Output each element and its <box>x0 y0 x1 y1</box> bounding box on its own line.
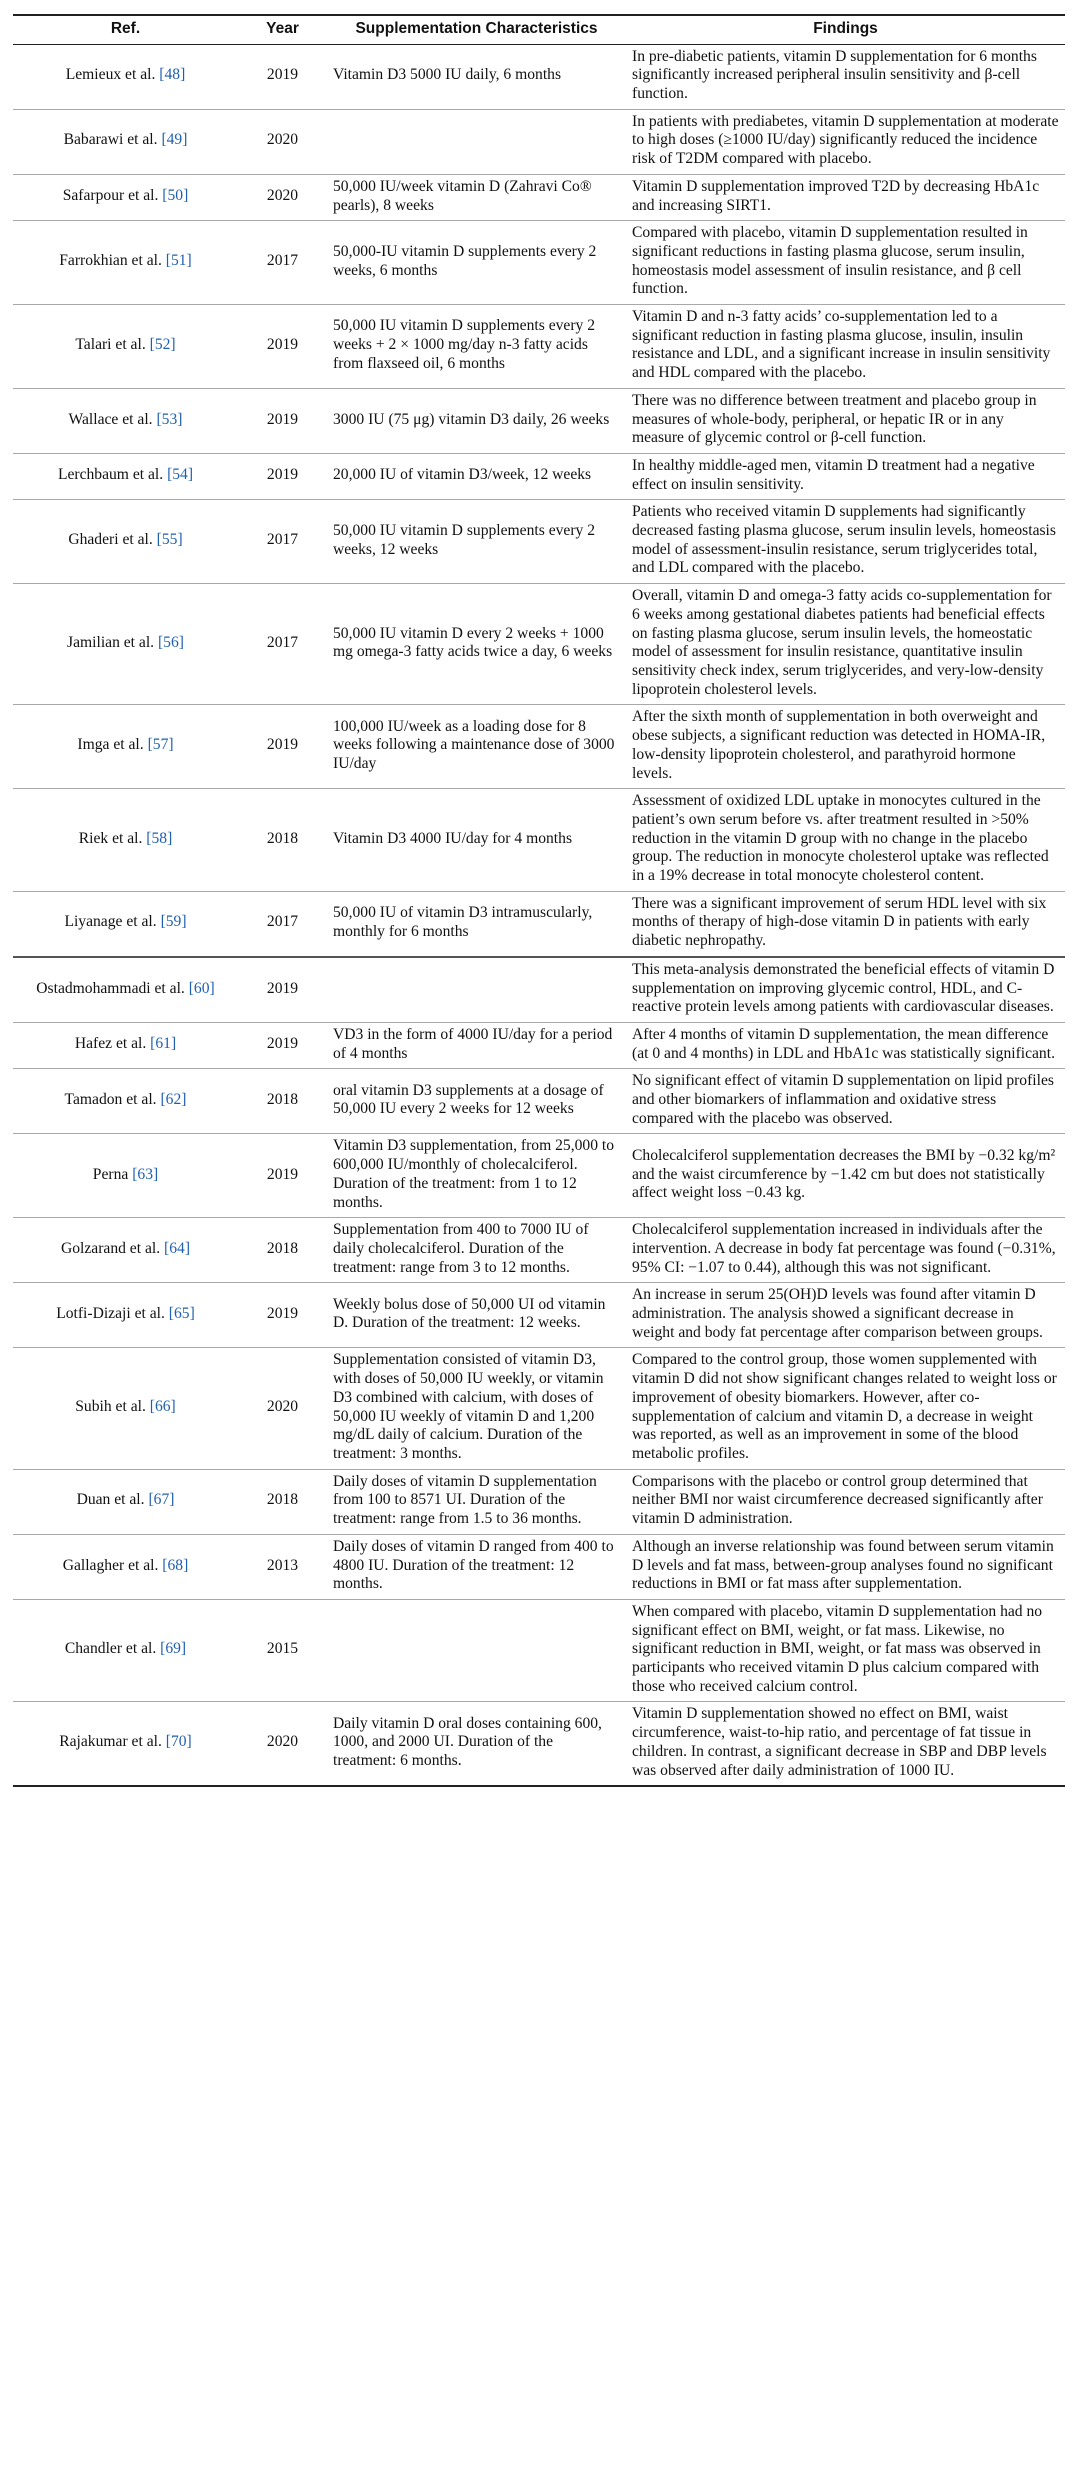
year-cell: 2017 <box>238 221 327 305</box>
year-cell: 2019 <box>238 1283 327 1348</box>
citation-link[interactable]: [62] <box>160 1091 187 1109</box>
findings-cell: Patients who received vitamin D supplements had significantly decreased fasting plasma glucose, serum insulin levels, homeostasis model of assessment-insulin resistance, serum triglycerides total, and LDL compared with the placebo. <box>626 500 1065 584</box>
table-row <box>13 1069 1065 1134</box>
ref-cell <box>13 1283 238 1348</box>
citation-link[interactable]: [56] <box>157 633 184 651</box>
findings-cell: There was no difference between treatment and placebo group in measures of whole-body, peripheral, or hepatic IR or in any measure of glycemic control or β-cell function. <box>626 388 1065 453</box>
year-cell: 2018 <box>238 1218 327 1283</box>
supplementation-cell: oral vitamin D3 supplements at a dosage of 50,000 IU every 2 weeks for 12 weeks <box>327 1069 626 1134</box>
ref-cell <box>13 1534 238 1599</box>
findings-cell: After 4 months of vitamin D supplementation, the mean difference (at 0 and 4 months) in LDL and HbA1c was statistically significant. <box>626 1022 1065 1068</box>
table-row <box>13 305 1065 389</box>
citation-link[interactable]: [50] <box>162 187 189 205</box>
citation-link[interactable]: [53] <box>156 410 183 428</box>
table-row <box>13 1218 1065 1283</box>
author-name: Hafez et al. <box>74 1035 147 1053</box>
author-name: Gallagher et al. <box>62 1556 159 1574</box>
ref-cell <box>13 1022 238 1068</box>
author-name: Wallace et al. <box>68 410 153 428</box>
table-row <box>13 1534 1065 1599</box>
supplementation-cell: Daily doses of vitamin D ranged from 400 to 4800 IU. Duration of the treatment: 12 months. <box>327 1534 626 1599</box>
supplementation-cell: Weekly bolus dose of 50,000 UI od vitamin D. Duration of the treatment: 12 weeks. <box>327 1283 626 1348</box>
year-cell: 2017 <box>238 891 327 957</box>
findings-cell: Compared to the control group, those women supplemented with vitamin D did not show significant changes related to weight loss or improvement of obesity biomarkers. However, after co-supplementation of calcium and vitamin D, a decrease in weight was reported, as well as an improvement in some of the blood metabolic profiles. <box>626 1348 1065 1469</box>
supplementation-cell: Supplementation consisted of vitamin D3, with doses of 50,000 IU weekly, or vitamin D3 combined with calcium, with doses of 50,000 IU weekly of vitamin D and 1,200 mg/dL daily of calcium. Duration of the treatment: 3 months. <box>327 1348 626 1469</box>
author-name: Tamadon et al. <box>64 1091 157 1109</box>
author-name: Golzarand et al. <box>60 1239 161 1257</box>
ref-cell <box>13 1348 238 1469</box>
ref-cell <box>13 891 238 957</box>
citation-link[interactable]: [63] <box>132 1165 159 1183</box>
table-row <box>13 44 1065 109</box>
ref-cell <box>13 789 238 892</box>
year-cell: 2019 <box>238 1022 327 1068</box>
table-row <box>13 705 1065 789</box>
table-row <box>13 221 1065 305</box>
year-cell: 2020 <box>238 1348 327 1469</box>
author-name: Ghaderi et al. <box>68 531 153 549</box>
header-findings: Findings <box>626 15 1065 44</box>
ref-cell <box>13 388 238 453</box>
supplementation-cell: Daily vitamin D oral doses containing 600, 1000, and 2000 UI. Duration of the treatment: 6 months. <box>327 1702 626 1786</box>
header-row <box>13 15 1065 44</box>
findings-cell: Vitamin D and n-3 fatty acids’ co-supplementation led to a significant reduction in fasting plasma glucose, insulin, insulin resistance and LDL, and a significant increase in insulin sensitivity and HDL compared with the placebo. <box>626 305 1065 389</box>
ref-cell <box>13 221 238 305</box>
year-cell: 2019 <box>238 388 327 453</box>
author-name: Ostadmohammadi et al. <box>36 979 185 997</box>
ref-cell <box>13 1069 238 1134</box>
year-cell: 2017 <box>238 500 327 584</box>
supplementation-cell: Supplementation from 400 to 7000 IU of daily cholecalciferol. Duration of the treatment: range from 3 to 12 months. <box>327 1218 626 1283</box>
year-cell: 2020 <box>238 1702 327 1786</box>
citation-link[interactable]: [66] <box>149 1398 176 1416</box>
table-row <box>13 891 1065 957</box>
table-row <box>13 1702 1065 1786</box>
year-cell: 2019 <box>238 305 327 389</box>
citation-link[interactable]: [59] <box>160 913 187 931</box>
author-name: Safarpour et al. <box>62 187 159 205</box>
ref-cell <box>13 500 238 584</box>
author-name: Farrokhian et al. <box>59 252 162 270</box>
year-cell: 2018 <box>238 789 327 892</box>
citation-link[interactable]: [57] <box>147 736 174 754</box>
findings-cell: Comparisons with the placebo or control group determined that neither BMI nor waist circumference decreased significantly after vitamin D administration. <box>626 1469 1065 1534</box>
ref-cell <box>13 957 238 1023</box>
findings-cell: In patients with prediabetes, vitamin D supplementation at moderate to high doses (≥1000 IU/day) significantly reduced the incidence risk of T2DM compared with placebo. <box>626 109 1065 174</box>
table-body <box>13 44 1065 1786</box>
table-row <box>13 500 1065 584</box>
citation-link[interactable]: [52] <box>149 336 176 354</box>
table-row <box>13 388 1065 453</box>
findings-cell: In pre-diabetic patients, vitamin D supplementation for 6 months significantly increased peripheral insulin sensitivity and β-cell function. <box>626 44 1065 109</box>
table-row <box>13 1134 1065 1218</box>
findings-cell: An increase in serum 25(OH)D levels was found after vitamin D administration. The analysis showed a significant decrease in weight and body fat percentage after comparison between groups. <box>626 1283 1065 1348</box>
supplementation-cell <box>327 109 626 174</box>
findings-cell: Cholecalciferol supplementation decreases the BMI by −0.32 kg/m² and the waist circumference by −1.42 cm but does not statistically affect weight loss −0.43 kg. <box>626 1134 1065 1218</box>
author-name: Subih et al. <box>75 1398 146 1416</box>
year-cell: 2019 <box>238 453 327 499</box>
supplementation-cell: 3000 IU (75 μg) vitamin D3 daily, 26 weeks <box>327 388 626 453</box>
table-row <box>13 789 1065 892</box>
findings-cell: This meta-analysis demonstrated the beneficial effects of vitamin D supplementation on improving glycemic control, HDL, and C-reactive protein levels among patients with cardiovascular diseases. <box>626 957 1065 1023</box>
citation-link[interactable]: [67] <box>148 1491 175 1509</box>
table-row <box>13 1469 1065 1534</box>
table-row <box>13 174 1065 220</box>
findings-cell: Overall, vitamin D and omega-3 fatty acids co-supplementation for 6 weeks among gestational diabetes patients had beneficial effects on fasting plasma glucose, serum insulin levels, the homeostatic model of assessment for insulin resistance, quantitative insulin sensitivity check index, serum triglycerides, and very-low-density lipoprotein cholesterol levels. <box>626 584 1065 705</box>
citation-link[interactable]: [58] <box>146 829 173 847</box>
ref-cell <box>13 453 238 499</box>
table-row <box>13 453 1065 499</box>
findings-cell: Vitamin D supplementation improved T2D by decreasing HbA1c and increasing SIRT1. <box>626 174 1065 220</box>
ref-cell <box>13 44 238 109</box>
findings-cell: No significant effect of vitamin D supplementation on lipid profiles and other biomarkers of inflammation and oxidative stress compared with the placebo was observed. <box>626 1069 1065 1134</box>
table-row <box>13 1599 1065 1702</box>
ref-cell <box>13 1134 238 1218</box>
citation-link[interactable]: [54] <box>167 466 194 484</box>
year-cell: 2019 <box>238 44 327 109</box>
ref-cell <box>13 109 238 174</box>
table-row <box>13 1283 1065 1348</box>
findings-cell: In healthy middle-aged men, vitamin D treatment had a negative effect on insulin sensitivity. <box>626 453 1065 499</box>
author-name: Rajakumar et al. <box>59 1733 162 1751</box>
findings-cell: Cholecalciferol supplementation increased in individuals after the intervention. A decrease in body fat percentage was found (−0.31%, 95% CI: −1.07 to 0.44), although this was not significant. <box>626 1218 1065 1283</box>
year-cell: 2015 <box>238 1599 327 1702</box>
supplementation-cell: 100,000 IU/week as a loading dose for 8 weeks following a maintenance dose of 3000 IU/day <box>327 705 626 789</box>
author-name: Duan et al. <box>76 1491 145 1509</box>
ref-cell <box>13 305 238 389</box>
citation-link[interactable]: [70] <box>165 1733 192 1751</box>
author-name: Imga et al. <box>77 736 144 754</box>
year-cell: 2019 <box>238 705 327 789</box>
author-name: Lemieux et al. <box>65 66 156 84</box>
findings-cell: There was a significant improvement of serum HDL level with six months of therapy of high-dose vitamin D in patients with early diabetic nephropathy. <box>626 891 1065 957</box>
findings-cell: Vitamin D supplementation showed no effect on BMI, waist circumference, waist-to-hip ratio, and percentage of fat tissue in children. In contrast, a significant decrease in SBP and DBP levels was observed after daily administration of 1000 IU. <box>626 1702 1065 1786</box>
citation-link[interactable]: [68] <box>162 1556 189 1574</box>
findings-cell: Compared with placebo, vitamin D supplementation resulted in significant reductions in fasting plasma glucose, serum insulin, homeostasis model assessment of insulin resistance, and β cell function. <box>626 221 1065 305</box>
year-cell: 2018 <box>238 1469 327 1534</box>
supplementation-cell: 50,000 IU vitamin D every 2 weeks + 1000 mg omega-3 fatty acids twice a day, 6 weeks <box>327 584 626 705</box>
ref-cell <box>13 705 238 789</box>
supplementation-table <box>13 14 1065 1787</box>
supplementation-cell <box>327 1599 626 1702</box>
header-supplementation: Supplementation Characteristics <box>327 15 626 44</box>
year-cell: 2018 <box>238 1069 327 1134</box>
ref-cell <box>13 1218 238 1283</box>
citation-link[interactable]: [69] <box>160 1640 187 1658</box>
year-cell: 2019 <box>238 957 327 1023</box>
findings-cell: When compared with placebo, vitamin D supplementation had no significant effect on BMI, weight, or fat mass. Likewise, no significant reduction in BMI, weight, or fat mass was observed in participants who received vitamin D plus calcium compared with those who received calcium control. <box>626 1599 1065 1702</box>
citation-link[interactable]: [51] <box>165 252 192 270</box>
table-row <box>13 1022 1065 1068</box>
supplementation-cell <box>327 957 626 1023</box>
ref-cell <box>13 1469 238 1534</box>
citation-link[interactable]: [61] <box>150 1035 177 1053</box>
table-row <box>13 584 1065 705</box>
author-name: Lotfi-Dizaji et al. <box>56 1305 165 1323</box>
table-row <box>13 1348 1065 1469</box>
table-row <box>13 109 1065 174</box>
header-ref: Ref. <box>13 15 238 44</box>
ref-cell <box>13 1599 238 1702</box>
citation-link[interactable]: [65] <box>168 1305 195 1323</box>
supplementation-cell: 20,000 IU of vitamin D3/week, 12 weeks <box>327 453 626 499</box>
year-cell: 2020 <box>238 109 327 174</box>
citation-link[interactable]: [55] <box>156 531 183 549</box>
supplementation-cell: Vitamin D3 supplementation, from 25,000 to 600,000 IU/monthly of cholecalciferol. Duration of the treatment: from 1 to 12 months. <box>327 1134 626 1218</box>
year-cell: 2019 <box>238 1134 327 1218</box>
supplementation-cell: Daily doses of vitamin D supplementation from 100 to 8571 UI. Duration of the treatment: range from 1.5 to 36 months. <box>327 1469 626 1534</box>
supplementation-cell: 50,000-IU vitamin D supplements every 2 weeks, 6 months <box>327 221 626 305</box>
author-name: Liyanage et al. <box>64 913 157 931</box>
supplementation-cell: Vitamin D3 5000 IU daily, 6 months <box>327 44 626 109</box>
ref-cell <box>13 584 238 705</box>
supplementation-cell: Vitamin D3 4000 IU/day for 4 months <box>327 789 626 892</box>
supplementation-cell: 50,000 IU/week vitamin D (Zahravi Co® pearls), 8 weeks <box>327 174 626 220</box>
author-name: Perna <box>92 1165 129 1183</box>
citation-link[interactable]: [64] <box>164 1239 191 1257</box>
table-header <box>13 15 1065 44</box>
author-name: Jamilian et al. <box>67 633 155 651</box>
findings-cell: Although an inverse relationship was found between serum vitamin D levels and fat mass, between-group analyses found no significant reductions in BMI or fat mass after supplementation. <box>626 1534 1065 1599</box>
author-name: Talari et al. <box>75 336 146 354</box>
author-name: Chandler et al. <box>64 1640 157 1658</box>
year-cell: 2013 <box>238 1534 327 1599</box>
findings-cell: Assessment of oxidized LDL uptake in monocytes cultured in the patient’s own serum before vs. after treatment resulted in >50% reduction in the vitamin D group with no change in the placebo group. The reduction in monocyte cholesterol uptake was reflected in a 19% decrease in total monocyte cholesterol content. <box>626 789 1065 892</box>
supplementation-cell: VD3 in the form of 4000 IU/day for a period of 4 months <box>327 1022 626 1068</box>
table-row <box>13 957 1065 1023</box>
author-name: Babarawi et al. <box>63 131 158 149</box>
year-cell: 2020 <box>238 174 327 220</box>
year-cell: 2017 <box>238 584 327 705</box>
citation-link[interactable]: [49] <box>161 131 188 149</box>
supplementation-cell: 50,000 IU of vitamin D3 intramuscularly, monthly for 6 months <box>327 891 626 957</box>
citation-link[interactable]: [48] <box>159 66 186 84</box>
supplementation-cell: 50,000 IU vitamin D supplements every 2 weeks + 2 × 1000 mg/day n-3 fatty acids from flaxseed oil, 6 months <box>327 305 626 389</box>
author-name: Riek et al. <box>78 829 143 847</box>
supplementation-cell: 50,000 IU vitamin D supplements every 2 weeks, 12 weeks <box>327 500 626 584</box>
citation-link[interactable]: [60] <box>188 979 215 997</box>
ref-cell <box>13 1702 238 1786</box>
author-name: Lerchbaum et al. <box>57 466 164 484</box>
ref-cell <box>13 174 238 220</box>
header-year: Year <box>238 15 327 44</box>
findings-cell: After the sixth month of supplementation in both overweight and obese subjects, a significant reduction was detected in HOMA-IR, low-density lipoprotein cholesterol, and parathyroid hormone levels. <box>626 705 1065 789</box>
